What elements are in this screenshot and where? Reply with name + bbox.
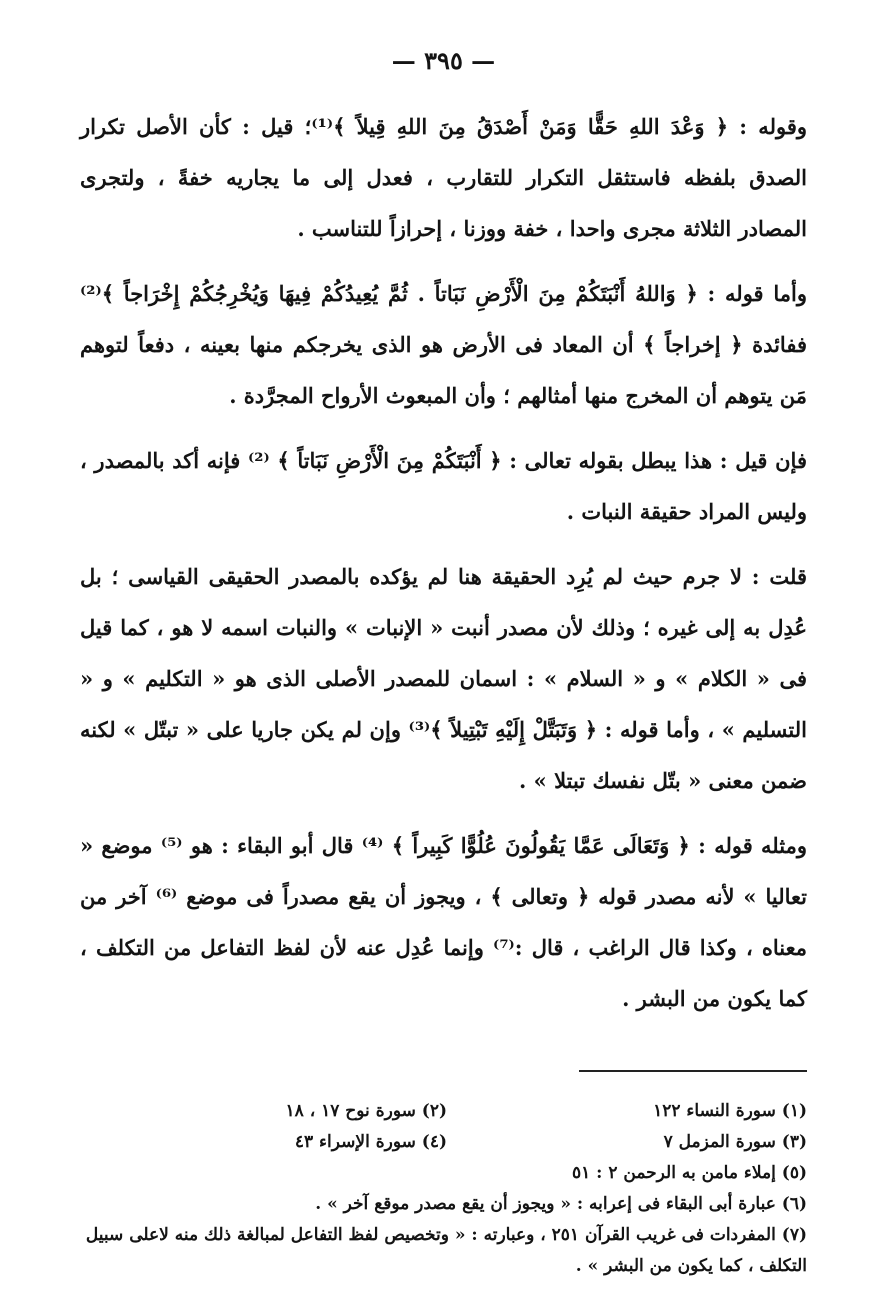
footnote-5: (٥) إملاء مامن به الرحمن ٢ : ٥١ [571,1163,807,1183]
footnote-7: (٧) المفردات فى غريب القرآن ٢٥١ ، وعبارته : « وتخصيص لفظ التفاعل لمبالغة ذلك منه لاعلى سبيل [85,1225,807,1245]
paragraph-2: وأما قوله : ﴿ وَاللهُ أَنْبَتَكُمْ مِنَ الْأَرْضِ نَبَاتاً . ثُمَّ يُعِيدُكُمْ فِيهَا وَيُخْرِجُكُمْ إِخْرَاجاً ﴾⁽²⁾ ففائدة ﴿ إخراجاً ﴾ أن المعاد فى الأرض هو الذى يخرجكم منها بعينه ، دفعاً لتوهم مَن يتوهم أن المخرج منها أمثالهم ؛ وأن المبعوث الأرواح المجرَّدة . [80,281,807,408]
paragraph-1: وقوله : ﴿ وَعْدَ اللهِ حَقًّا وَمَنْ أَصْدَقُ مِنَ اللهِ قِيلاً ﴾⁽¹⁾؛ قيل : كأن الأصل تكرار الصدق بلفظه فاستثقل التكرار للتقارب ، فعدل إلى ما يجاريه خفةً ، ولتجرى المصادر الثلاثة مجرى واحدا ، خفة ووزنا ، إحرازاً للتناسب . [80,114,807,241]
footnote-3: (٣) سورة المزمل ٧ [663,1132,807,1152]
footnote-1: (١) سورة النساء ١٢٢ [653,1101,807,1121]
footnote-separator [579,1070,807,1072]
footnote-2: (٢) سورة نوح ١٧ ، ١٨ [285,1101,447,1121]
footnote-4: (٤) سورة الإسراء ٤٣ [294,1132,447,1152]
footnote-7-continued: التكلف ، كما يكون من البشر » . [575,1256,807,1276]
paragraph-4: قلت : لا جرم حيث لم يُرِد الحقيقة هنا لم يؤكده بالمصدر الحقيقى القياسى ؛ بل عُدِل به إلى غيره ؛ وذلك لأن مصدر أنبت « الإنبات » والنبات اسمه لا هو ، كما قيل فى « الكلام » و « السلام » : اسمان للمصدر الأصلى الذى هو « التكليم » و « التسليم » ، وأما قوله : ﴿ وَتَبَتَّلْ إِلَيْهِ تَبْتِيلاً ﴾⁽³⁾ وإن لم يكن جاريا على « تبتّل » لكنه ضمن معنى « بتّل نفسك تبتلا » . [80,564,807,793]
page-number: — ٣٩٥ — [391,46,496,75]
footnote-6: (٦) عبارة أبى البقاء فى إعرابه : « ويجوز أن يقع مصدر موقع آخر » . [315,1194,807,1214]
footnotes [80,1096,807,1282]
paragraph-3: فإن قيل : هذا يبطل بقوله تعالى : ﴿ أَنْبَتَكُمْ مِنَ الْأَرْضِ نَبَاتاً ﴾ ⁽²⁾ فإنه أكد بالمصدر ، وليس المراد حقيقة النبات . [80,448,807,524]
paragraph-5: ومثله قوله : ﴿ وَتَعَالَى عَمَّا يَقُولُونَ عُلُوًّا كَبِيراً ﴾ ⁽⁴⁾ قال أبو البقاء : هو ⁽⁵⁾ موضع « تعاليا » لأنه مصدر قوله ﴿ وتعالى ﴾ ، ويجوز أن يقع مصدراً فى موضع ⁽⁶⁾ آخر من معناه ، وكذا قال الراغب ، قال :⁽⁷⁾ وإنما عُدِل عنه لأن لفظ التفاعل من التكلف ، كما يكون من البشر . [80,833,808,1011]
main-text [80,101,807,1024]
